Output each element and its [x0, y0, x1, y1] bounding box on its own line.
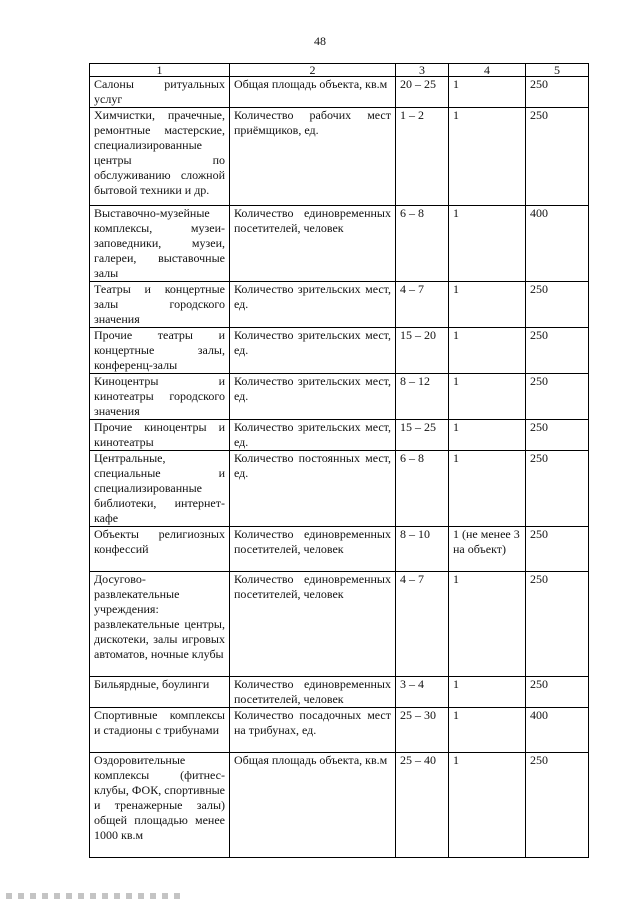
table-row	[90, 77, 589, 108]
cell-text: 15 – 20	[400, 328, 436, 342]
table-cell-col1	[90, 572, 230, 677]
table-cell-col1	[90, 420, 230, 451]
table-cell-col5	[526, 206, 589, 282]
cell-text: Центральные, специальные и специализированные библиотеки, интернет-кафе	[94, 451, 225, 525]
cell-text: Количество зрительских мест, ед.	[234, 282, 391, 311]
cell-text: Бильярдные, боулинги	[94, 677, 210, 691]
table-cell-col2	[230, 374, 396, 420]
table-row	[90, 708, 589, 753]
table-cell-col2	[230, 420, 396, 451]
cell-text: 25 – 40	[400, 753, 436, 767]
table-cell-col1	[90, 282, 230, 328]
scan-artifact	[6, 893, 186, 899]
table-cell-col4	[449, 708, 526, 753]
cell-text: Киноцентры и кинотеатры городского значения	[94, 374, 225, 418]
table-row	[90, 677, 589, 708]
page-number: 48	[314, 34, 326, 48]
cell-text: Оздоровительные комплексы (фитнес-клубы, ФОК, спортивные и тренажерные залы) общей площадью менее 1000 кв.м	[94, 753, 225, 842]
cell-text: Количество рабочих мест приёмщиков, ед.	[234, 108, 391, 137]
cell-text: 1	[453, 77, 459, 91]
column-header-3: 3	[396, 64, 449, 77]
table-cell-col2	[230, 108, 396, 206]
cell-text: 250	[530, 374, 548, 388]
cell-text: 250	[530, 77, 548, 91]
table-cell-col4	[449, 677, 526, 708]
table-cell-col4	[449, 108, 526, 206]
table-cell-col5	[526, 677, 589, 708]
table-cell-col2	[230, 328, 396, 374]
table-cell-col5	[526, 708, 589, 753]
table-cell-col3	[396, 527, 449, 572]
cell-text: Объекты религиозных конфессий	[94, 527, 225, 556]
table-cell-col4	[449, 527, 526, 572]
cell-text: 400	[530, 708, 548, 722]
table-cell-col1	[90, 328, 230, 374]
table-cell-col2	[230, 753, 396, 858]
table-cell-col3	[396, 451, 449, 527]
cell-text: 250	[530, 282, 548, 296]
table-cell-col5	[526, 108, 589, 206]
table-cell-col3	[396, 108, 449, 206]
cell-text: 1	[453, 753, 459, 767]
table-cell-col2	[230, 206, 396, 282]
table-cell-col4	[449, 451, 526, 527]
cell-text: 25 – 30	[400, 708, 436, 722]
cell-text: Выставочно-музейные комплексы, музеи-заповедники, музеи, галереи, выставочные залы	[94, 206, 225, 280]
cell-text: 8 – 10	[400, 527, 430, 541]
column-header-4: 4	[449, 64, 526, 77]
table-row	[90, 374, 589, 420]
table-body	[90, 77, 589, 858]
table-cell-col2	[230, 708, 396, 753]
table-cell-col3	[396, 420, 449, 451]
cell-text: 250	[530, 753, 548, 767]
cell-text: 3 – 4	[400, 677, 424, 691]
table-row	[90, 451, 589, 527]
cell-text: Количество постоянных мест, ед.	[234, 451, 391, 480]
cell-text: 250	[530, 527, 548, 541]
cell-text: 8 – 12	[400, 374, 430, 388]
table-cell-col2	[230, 677, 396, 708]
table-cell-col4	[449, 328, 526, 374]
table-cell-col1	[90, 753, 230, 858]
table-cell-col3	[396, 677, 449, 708]
table-row	[90, 753, 589, 858]
table-cell-col3	[396, 374, 449, 420]
cell-text: Театры и концертные залы городского значения	[94, 282, 225, 326]
cell-text: 6 – 8	[400, 206, 424, 220]
cell-text: 1 – 2	[400, 108, 424, 122]
cell-text: Прочие киноцентры и кинотеатры	[94, 420, 225, 449]
table-cell-col1	[90, 527, 230, 572]
table-cell-col1	[90, 677, 230, 708]
table-row	[90, 420, 589, 451]
cell-text: 6 – 8	[400, 451, 424, 465]
cell-text: 1	[453, 328, 459, 342]
cell-text: 1	[453, 677, 459, 691]
cell-text: Количество зрительских мест, ед.	[234, 374, 391, 403]
header-row	[90, 64, 589, 77]
table-row	[90, 527, 589, 572]
table-cell-col1	[90, 206, 230, 282]
table-cell-col4	[449, 206, 526, 282]
table-cell-col1	[90, 108, 230, 206]
table-row	[90, 108, 589, 206]
cell-text: 250	[530, 328, 548, 342]
cell-text: Количество зрительских мест, ед.	[234, 328, 391, 357]
cell-text: Количество единовременных посетителей, человек	[234, 527, 391, 556]
table-cell-col5	[526, 328, 589, 374]
table-cell-col3	[396, 77, 449, 108]
table-cell-col3	[396, 753, 449, 858]
cell-text: Салоны ритуальных услуг	[94, 77, 225, 106]
column-header-2: 2	[230, 64, 396, 77]
table-cell-col5	[526, 527, 589, 572]
cell-text: 1	[453, 708, 459, 722]
cell-text: Количество зрительских мест, ед.	[234, 420, 391, 449]
table-cell-col2	[230, 451, 396, 527]
cell-text: Досугово-развлекательные учреждения: развлекательные центры, дискотеки, залы игровых автоматов, ночные клубы	[94, 572, 225, 661]
cell-text: 250	[530, 451, 548, 465]
cell-text: Химчистки, прачечные, ремонтные мастерские, специализированные центры по обслуживанию сложной бытовой техники и др.	[94, 108, 225, 197]
table-cell-col1	[90, 451, 230, 527]
table-cell-col4	[449, 282, 526, 328]
cell-text: 400	[530, 206, 548, 220]
cell-text: 15 – 25	[400, 420, 436, 434]
cell-text: Количество единовременных посетителей, человек	[234, 572, 391, 601]
table-cell-col3	[396, 572, 449, 677]
table-cell-col5	[526, 451, 589, 527]
parking-norms-table	[89, 63, 589, 858]
table-cell-col3	[396, 282, 449, 328]
table-cell-col4	[449, 77, 526, 108]
cell-text: 1	[453, 451, 459, 465]
cell-text: Количество единовременных посетителей, человек	[234, 206, 391, 235]
cell-text: 1	[453, 572, 459, 586]
table-cell-col5	[526, 753, 589, 858]
table-cell-col2	[230, 527, 396, 572]
cell-text: 20 – 25	[400, 77, 436, 91]
cell-text: 4 – 7	[400, 282, 424, 296]
table-row	[90, 206, 589, 282]
table-cell-col1	[90, 708, 230, 753]
table-cell-col4	[449, 374, 526, 420]
table-cell-col3	[396, 708, 449, 753]
cell-text: 1	[453, 206, 459, 220]
cell-text: 250	[530, 420, 548, 434]
table-cell-col5	[526, 282, 589, 328]
table-cell-col1	[90, 77, 230, 108]
cell-text: 250	[530, 572, 548, 586]
table-cell-col5	[526, 374, 589, 420]
table-cell-col5	[526, 77, 589, 108]
cell-text: 1	[453, 282, 459, 296]
cell-text: Количество посадочных мест на трибунах, ед.	[234, 708, 391, 737]
cell-text: Общая площадь объекта, кв.м	[234, 753, 388, 767]
table-cell-col3	[396, 328, 449, 374]
cell-text: 1 (не менее 3 на объект)	[453, 527, 520, 556]
table-cell-col5	[526, 572, 589, 677]
table-row	[90, 572, 589, 677]
cell-text: 250	[530, 108, 548, 122]
table-cell-col4	[449, 420, 526, 451]
cell-text: Прочие театры и концертные залы, конференц-залы	[94, 328, 225, 372]
table-row	[90, 282, 589, 328]
column-header-5: 5	[526, 64, 589, 77]
cell-text: Спортивные комплексы и стадионы с трибунами	[94, 708, 225, 737]
table-cell-col2	[230, 572, 396, 677]
cell-text: 1	[453, 108, 459, 122]
table-cell-col2	[230, 282, 396, 328]
column-header-1: 1	[90, 64, 230, 77]
cell-text: 1	[453, 420, 459, 434]
table-cell-col4	[449, 753, 526, 858]
cell-text: Общая площадь объекта, кв.м	[234, 77, 388, 91]
cell-text: Количество единовременных посетителей, человек	[234, 677, 391, 706]
table-cell-col4	[449, 572, 526, 677]
table-row	[90, 328, 589, 374]
table-cell-col5	[526, 420, 589, 451]
table-cell-col2	[230, 77, 396, 108]
table-cell-col1	[90, 374, 230, 420]
cell-text: 1	[453, 374, 459, 388]
table-cell-col3	[396, 206, 449, 282]
cell-text: 250	[530, 677, 548, 691]
cell-text: 4 – 7	[400, 572, 424, 586]
